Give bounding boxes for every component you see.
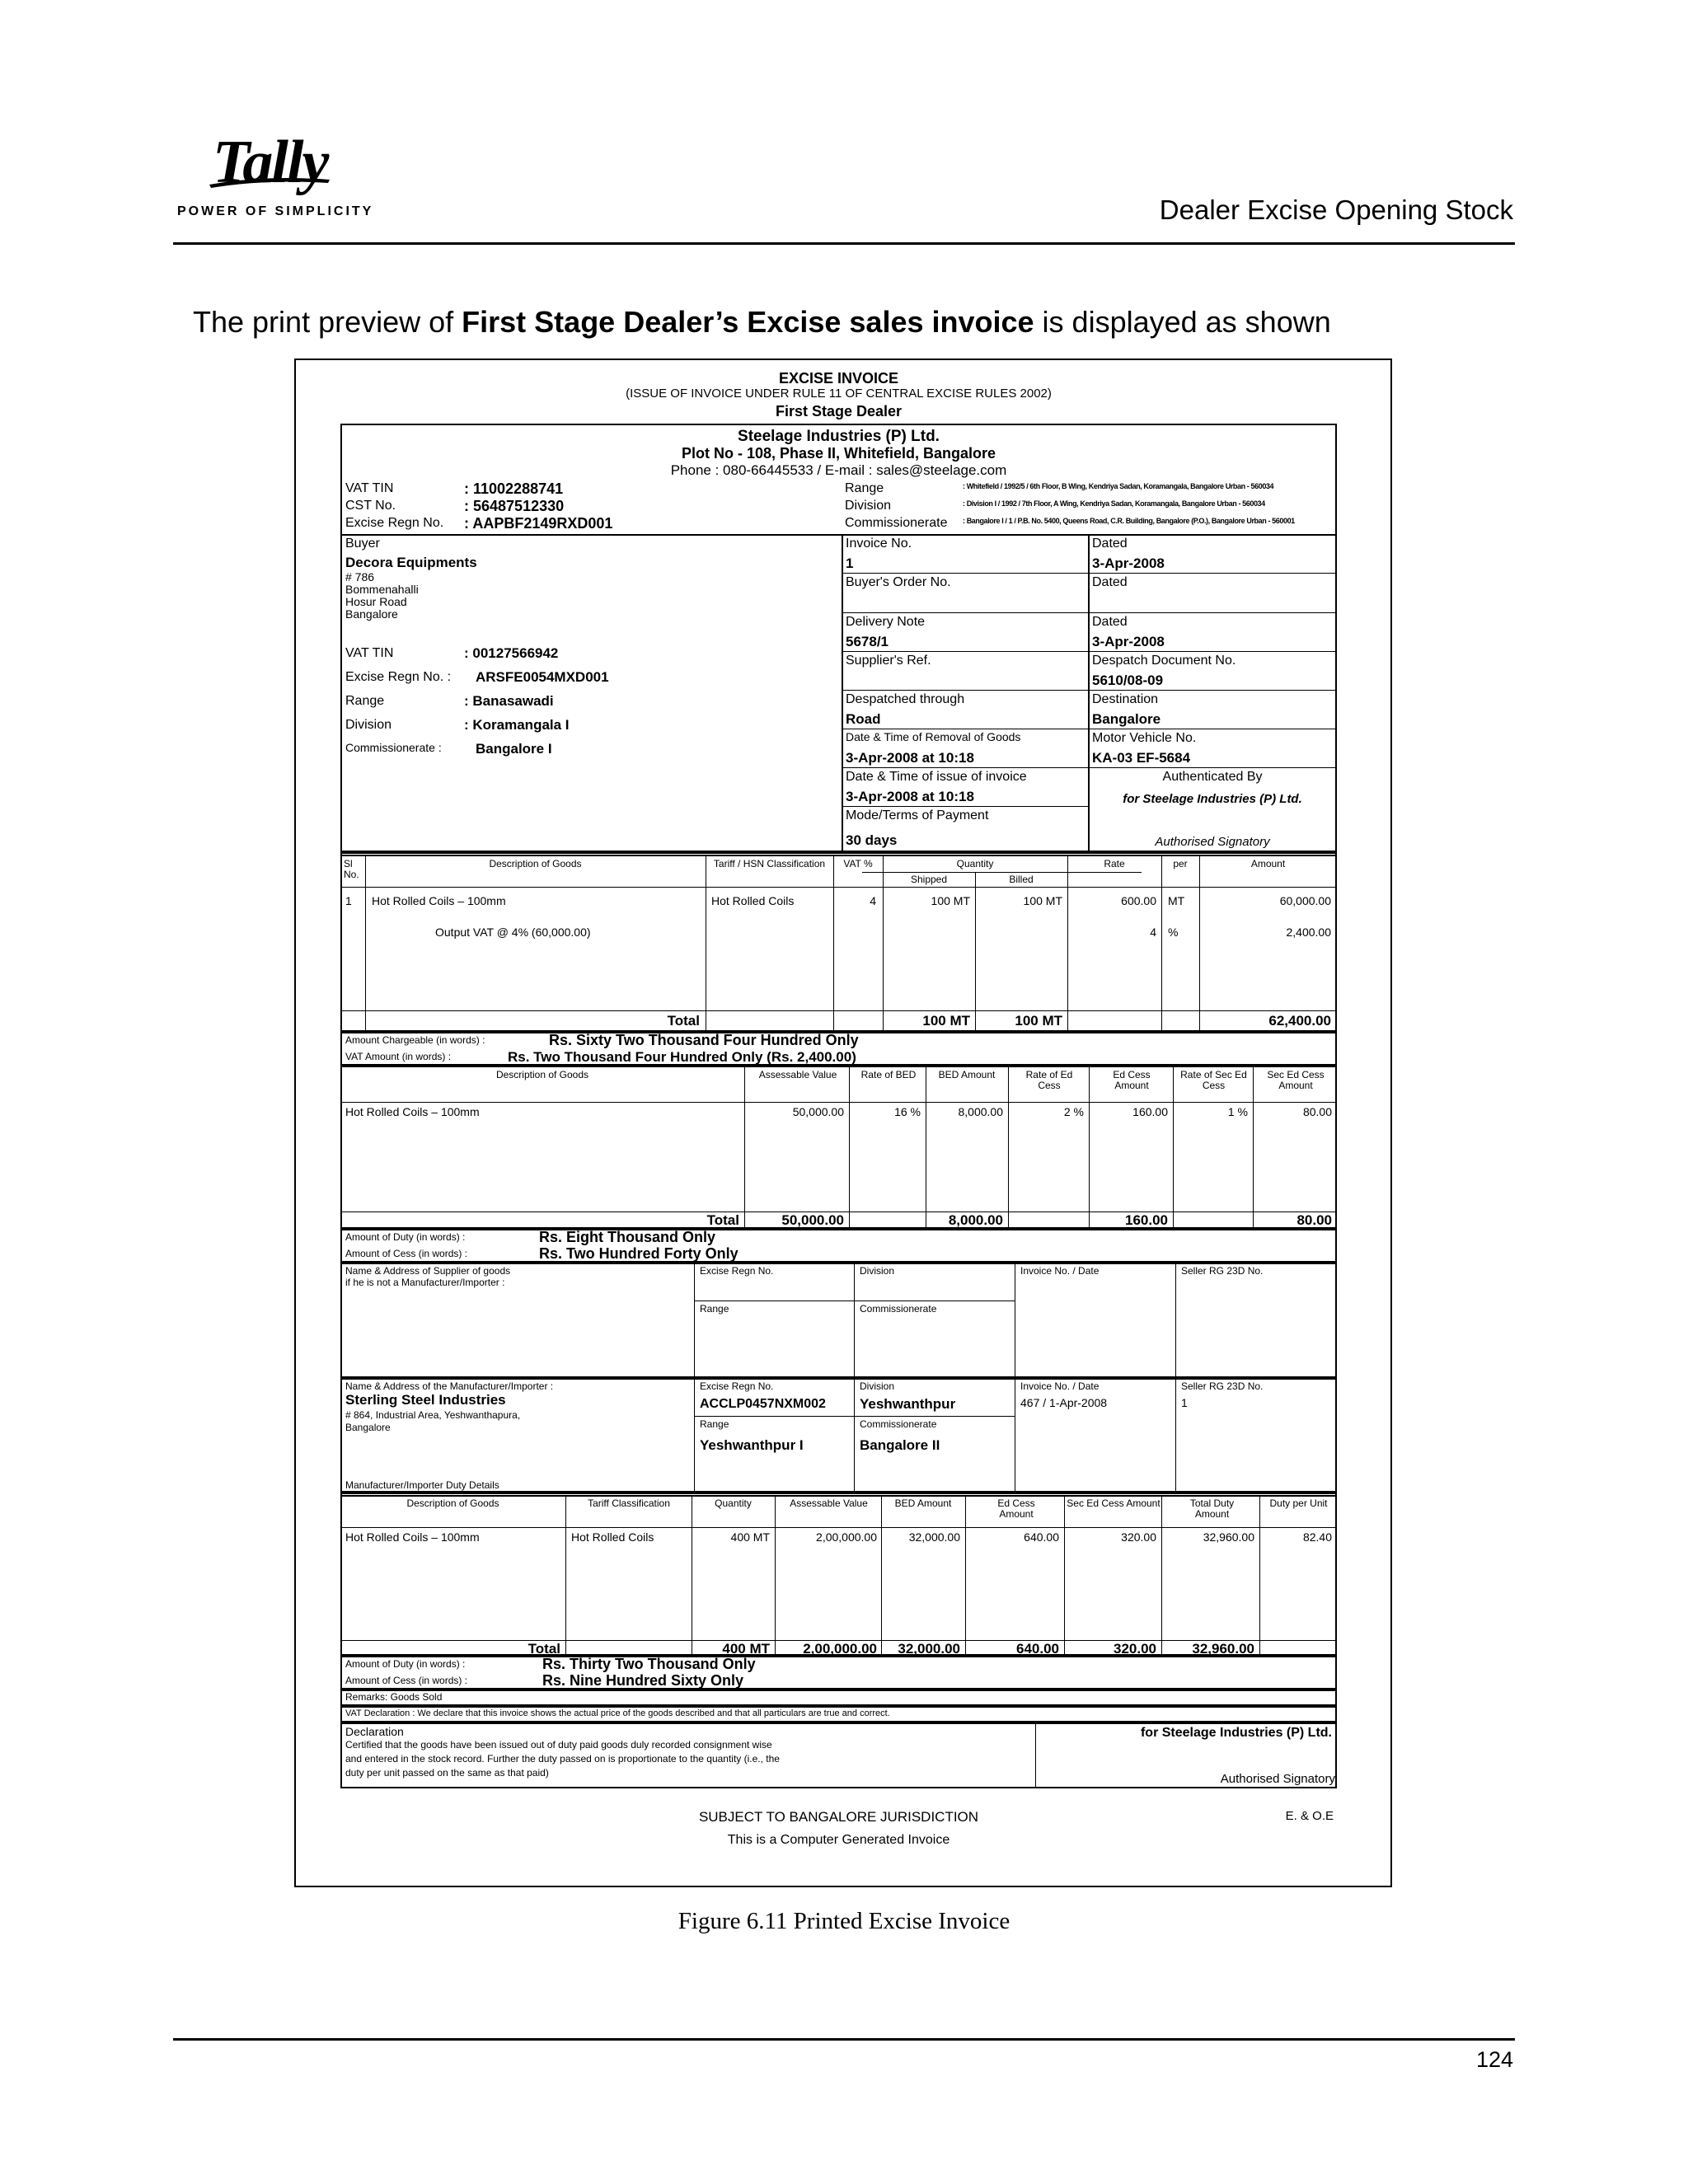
intro-text: The print preview of First Stage Dealer’s Excise sales invoice is displayed as shown [193, 305, 1331, 339]
goods-header-per: per [1173, 858, 1188, 869]
duty-words-box [340, 1229, 1337, 1263]
removal: 3-Apr-2008 at 10:18 [846, 750, 974, 766]
buyer-excise-label: Excise Regn No. : [345, 670, 452, 684]
manufacturer-rg-label: Seller RG 23D No. [1181, 1380, 1264, 1392]
cst-label: CST No. [345, 499, 396, 513]
motor-label: Motor Vehicle No. [1092, 731, 1197, 745]
computer-generated: This is a Computer Generated Invoice [727, 1833, 950, 1847]
duty-total: 8,000.00 [948, 1212, 1003, 1228]
delivery-note-label: Delivery Note [846, 615, 926, 629]
motor: KA-03 EF-5684 [1092, 750, 1191, 766]
manufacturer-comm-label: Commissionerate [860, 1418, 937, 1430]
buyer-addr-line: # 786 [345, 570, 375, 583]
mduty-total: 320.00 [1114, 1641, 1156, 1657]
supplier-comm-label: Commissionerate [860, 1303, 937, 1315]
mduty-words: Rs. Thirty Two Thousand Only [542, 1656, 756, 1672]
goods-cell: 600.00 [1121, 894, 1156, 907]
declaration-label: Declaration [345, 1725, 404, 1738]
duty-header: Rate of BED [860, 1069, 917, 1080]
supplier-division-label: Division [860, 1265, 895, 1277]
mduty-total: 400 MT [722, 1641, 770, 1657]
duty-cell: Hot Rolled Coils – 100mm [345, 1105, 480, 1118]
cess-words: Rs. Two Hundred Forty Only [539, 1245, 738, 1262]
mduty-total-label: Total [528, 1641, 560, 1657]
auth-signatory: Authorised Signatory [1155, 835, 1270, 849]
delivery-dated: 3-Apr-2008 [1092, 634, 1165, 649]
goods-header-shipped: Shipped [910, 874, 948, 885]
mcess-words-label: Amount of Cess (in words) : [345, 1675, 468, 1686]
buyer-comm-label: Commissionerate : [345, 741, 442, 754]
mduty-header: Total Duty Amount [1189, 1497, 1235, 1521]
manufacturer-excise: ACCLP0457NXM002 [700, 1397, 826, 1411]
manufacturer-division: Yeshwanthpur [860, 1396, 956, 1412]
manufacturer-name: Sterling Steel Industries [345, 1392, 506, 1408]
buyer-division-label: Division [345, 718, 392, 732]
vat-words: Rs. Two Thousand Four Hundred Only (Rs. 2,400.00) [508, 1049, 856, 1065]
goods-cell: 60,000.00 [1279, 894, 1331, 907]
mduty-cell: 640.00 [1024, 1530, 1059, 1544]
duty-cell: 2 % [1063, 1105, 1084, 1118]
figure-caption: Figure 6.11 Printed Excise Invoice [678, 1908, 1010, 1934]
mduty-header: BED Amount [894, 1497, 952, 1509]
division-label: Division [845, 499, 892, 513]
delivery-note: 5678/1 [846, 634, 889, 649]
buyer-addr-line: Bangalore [345, 607, 398, 621]
goods-header-vat: VAT % [843, 858, 873, 869]
eoe: E. & O.E [1285, 1809, 1334, 1823]
invoice-no: 1 [846, 555, 854, 571]
buyer-range: : Banasawadi [464, 693, 554, 709]
duty-total: 160.00 [1125, 1212, 1168, 1228]
excise-no: : AAPBF2149RXD001 [464, 515, 613, 532]
manufacturer-addr: # 864, Industrial Area, Yeshwanthapura, [345, 1409, 521, 1421]
duty-cell: 1 % [1227, 1105, 1248, 1118]
auth-label: Authenticated By [1162, 770, 1263, 784]
duty-header: Ed Cess Amount [1113, 1069, 1151, 1092]
buyer-order-label: Buyer's Order No. [846, 575, 951, 589]
mcess-words: Rs. Nine Hundred Sixty Only [542, 1672, 744, 1689]
duty-words: Rs. Eight Thousand Only [539, 1229, 716, 1245]
goods-cell: MT [1168, 894, 1185, 907]
company-name: Steelage Industries (P) Ltd. [738, 428, 940, 445]
header-rule [173, 242, 1515, 245]
destination-label: Destination [1092, 692, 1159, 706]
removal-label: Date & Time of Removal of Goods [846, 730, 1021, 743]
excise-label: Excise Regn No. [345, 516, 444, 530]
supplier-invoice-label: Invoice No. / Date [1020, 1265, 1100, 1277]
invoice-subtitle: (ISSUE OF INVOICE UNDER RULE 11 OF CENTRAL EXCISE RULES 2002) [626, 387, 1052, 401]
manufacturer-range-label: Range [700, 1418, 729, 1430]
duty-header: Description of Goods [495, 1069, 589, 1080]
invoice-title: EXCISE INVOICE [778, 370, 899, 387]
duty-cell: 160.00 [1132, 1105, 1168, 1118]
supplier-ref-label: Supplier's Ref. [846, 654, 931, 668]
footer-rule [173, 2038, 1515, 2041]
mduty-total: 640.00 [1016, 1641, 1059, 1657]
amount-words: Rs. Sixty Two Thousand Four Hundred Only [549, 1032, 859, 1048]
goods-header-qty: Quantity [956, 858, 994, 869]
mode: 30 days [846, 832, 898, 848]
jurisdiction: SUBJECT TO BANGALORE JURISDICTION [698, 1809, 979, 1825]
range-value: : Whitefield / 1992/5 / 6th Floor, B Wing, Kendriya Sadan, Koramangala, Bangalore Urban - 560034 [963, 482, 1274, 490]
goods-cell: 1 [345, 894, 352, 907]
auth-company: for Steelage Industries (P) Ltd. [1123, 792, 1302, 806]
buyer-range-label: Range [345, 694, 385, 708]
buyer-addr-line: Bommenahalli [345, 583, 419, 596]
mduty-cell: 82.40 [1302, 1530, 1332, 1544]
dated-label: Dated [1092, 537, 1128, 551]
goods-total-shipped: 100 MT [922, 1013, 970, 1029]
manufacturer-duty-label: Manufacturer/Importer Duty Details [345, 1479, 499, 1491]
duty-cell: 8,000.00 [958, 1105, 1003, 1118]
duty-total: 80.00 [1296, 1212, 1332, 1228]
dealer-type: First Stage Dealer [775, 403, 903, 419]
duty-total: 50,000.00 [781, 1212, 844, 1228]
mduty-header: Sec Ed Cess Amount [1067, 1497, 1160, 1509]
issue: 3-Apr-2008 at 10:18 [846, 789, 974, 804]
despatched-through-label: Despatched through [846, 692, 965, 706]
cst-no: : 56487512330 [464, 498, 565, 514]
goods-total-billed: 100 MT [1015, 1013, 1062, 1029]
buyer-vat: : 00127566942 [464, 645, 559, 661]
vat-declaration: VAT Declaration : We declare that this invoice shows the actual price of the goods described and that all particulars are true and correct. [345, 1708, 890, 1718]
supplier-label: if he is not a Manufacturer/Importer : [345, 1277, 505, 1288]
mduty-cell: Hot Rolled Coils [571, 1530, 654, 1544]
company-address: Plot No - 108, Phase II, Whitefield, Bangalore [681, 445, 996, 462]
section-title: Dealer Excise Opening Stock [1159, 194, 1513, 225]
mduty-header: Tariff Classification [588, 1497, 670, 1509]
supplier-rg-label: Seller RG 23D No. [1181, 1265, 1264, 1277]
goods-header-amount: Amount [1250, 858, 1286, 869]
goods-vat-per: % [1168, 926, 1179, 939]
remarks: Remarks: Goods Sold [345, 1691, 443, 1703]
commissionerate-value: : Bangalore I / 1 / P.B. No. 5400, Queens Road, C.R. Building, Bangalore (P.O.), Bangalore Urban - 560001 [963, 517, 1295, 525]
mduty-header: Quantity [715, 1497, 752, 1509]
mduty-total: 32,960.00 [1192, 1641, 1254, 1657]
commissionerate-label: Commissionerate [845, 516, 948, 530]
mduty-header: Duty per Unit [1269, 1497, 1328, 1509]
duty-header: Assessable Value [758, 1069, 837, 1080]
goods-cell: Hot Rolled Coils [711, 894, 795, 907]
goods-total-amount: 62,400.00 [1268, 1013, 1331, 1029]
despatch-doc: 5610/08-09 [1092, 673, 1164, 688]
manufacturer-invoice: 467 / 1-Apr-2008 [1020, 1396, 1108, 1409]
manufacturer-rg: 1 [1181, 1396, 1188, 1409]
goods-cell: 100 MT [1023, 894, 1062, 907]
mduty-words-box [340, 1656, 1337, 1690]
manufacturer-comm: Bangalore II [860, 1437, 940, 1453]
declaration-line: and entered in the stock record. Further the duty passed on is proportionate to the quantity (i.e., the [345, 1753, 780, 1765]
manufacturer-invoice-label: Invoice No. / Date [1020, 1380, 1100, 1392]
range-label: Range [845, 481, 884, 495]
mduty-header: Ed Cess Amount [997, 1497, 1035, 1521]
page-number: 124 [1475, 2047, 1513, 2072]
goods-cell: Hot Rolled Coils – 100mm [372, 894, 506, 907]
goods-header-sl: Sl No. [344, 858, 359, 881]
manufacturer-label: Name & Address of the Manufacturer/Importer : [345, 1380, 554, 1392]
mduty-header: Assessable Value [790, 1497, 868, 1509]
dated: 3-Apr-2008 [1092, 555, 1165, 571]
duty-total-label: Total [706, 1212, 739, 1228]
words-label: Amount Chargeable (in words) : [345, 1034, 485, 1046]
mduty-words-label: Amount of Duty (in words) : [345, 1658, 466, 1670]
goods-vat-desc: Output VAT @ 4% (60,000.00) [435, 926, 591, 939]
goods-cell: 100 MT [931, 894, 970, 907]
mduty-cell: 32,960.00 [1203, 1530, 1254, 1544]
manufacturer-division-label: Division [860, 1380, 895, 1392]
mduty-cell: 32,000.00 [908, 1530, 960, 1544]
buyer-division: : Koramangala I [464, 717, 570, 733]
goods-cell: 4 [870, 894, 876, 907]
logo-tagline: POWER OF SIMPLICITY [177, 204, 374, 218]
duty-cell: 50,000.00 [792, 1105, 844, 1118]
duty-header: Rate of Sec Ed Cess [1180, 1069, 1247, 1092]
goods-header-tariff: Tariff / HSN Classification [713, 858, 826, 869]
mduty-cell: 400 MT [730, 1530, 770, 1544]
supplier-excise-label: Excise Regn No. [700, 1265, 774, 1277]
duty-header: Rate of Ed Cess [1025, 1069, 1073, 1092]
issue-label: Date & Time of issue of invoice [846, 770, 1027, 784]
tally-logo: Tally [213, 129, 328, 196]
duty-cell: 16 % [894, 1105, 921, 1118]
mduty-cell: 320.00 [1121, 1530, 1156, 1544]
logo-swoosh-icon [208, 175, 331, 188]
footer-company: for Steelage Industries (P) Ltd. [1140, 1726, 1332, 1740]
mduty-cell: Hot Rolled Coils – 100mm [345, 1530, 480, 1544]
buyer-order-dated-label: Dated [1092, 575, 1128, 589]
mode-label: Mode/Terms of Payment [846, 808, 989, 823]
supplier-range-label: Range [700, 1303, 729, 1315]
destination: Bangalore [1092, 711, 1161, 727]
buyer-addr-line: Hosur Road [345, 595, 407, 608]
mduty-header: Description of Goods [406, 1497, 499, 1509]
declaration-line: Certified that the goods have been issued out of duty paid goods duly recorded consignment wise [345, 1739, 772, 1750]
mduty-total: 32,000.00 [898, 1641, 960, 1657]
mduty-total: 2,00,000.00 [803, 1641, 877, 1657]
vat-tin-label: VAT TIN [345, 481, 394, 495]
supplier-label: Name & Address of Supplier of goods [345, 1265, 511, 1277]
manufacturer-excise-label: Excise Regn No. [700, 1380, 774, 1392]
buyer-excise: ARSFE0054MXD001 [476, 669, 609, 685]
goods-table [340, 852, 1337, 1032]
buyer-vat-label: VAT TIN [345, 646, 394, 660]
company-contact: Phone : 080-66445533 / E-mail : sales@steelage.com [670, 462, 1007, 478]
division-value: : Division I / 1992 / 7th Floor, A Wing, Kendriya Sadan, Koramangala, Bangalore Urban - 560034 [963, 499, 1265, 508]
duty-header: Sec Ed Cess Amount [1267, 1069, 1325, 1092]
duty-header: BED Amount [938, 1069, 996, 1080]
mduty-cell: 2,00,000.00 [816, 1530, 877, 1544]
goods-header-desc: Description of Goods [489, 858, 582, 869]
duty-words-label: Amount of Duty (in words) : [345, 1231, 466, 1243]
goods-vat-rate: 4 [1150, 926, 1156, 939]
footer-signatory: Authorised Signatory [1220, 1772, 1335, 1786]
goods-header-rate: Rate [1104, 858, 1125, 869]
buyer-label: Buyer [345, 537, 380, 551]
invoice-no-label: Invoice No. [846, 537, 912, 551]
despatched-through: Road [846, 711, 881, 727]
goods-vat-amount: 2,400.00 [1286, 926, 1331, 939]
manufacturer-range: Yeshwanthpur I [700, 1437, 804, 1453]
goods-header-billed: Billed [1009, 874, 1034, 885]
buyer-name: Decora Equipments [345, 555, 477, 570]
vat-words-label: VAT Amount (in words) : [345, 1051, 452, 1062]
declaration-line: duty per unit passed on the same as that paid) [345, 1767, 549, 1779]
goods-total-label: Total [667, 1013, 700, 1029]
cess-words-label: Amount of Cess (in words) : [345, 1248, 468, 1259]
vat-tin: : 11002288741 [464, 480, 564, 497]
buyer-comm: Bangalore I [476, 741, 552, 757]
duty-cell: 80.00 [1302, 1105, 1332, 1118]
remarks-box [340, 1690, 1337, 1706]
delivery-dated-label: Dated [1092, 615, 1128, 629]
manufacturer-addr: Bangalore [345, 1422, 391, 1433]
despatch-doc-label: Despatch Document No. [1092, 654, 1236, 668]
